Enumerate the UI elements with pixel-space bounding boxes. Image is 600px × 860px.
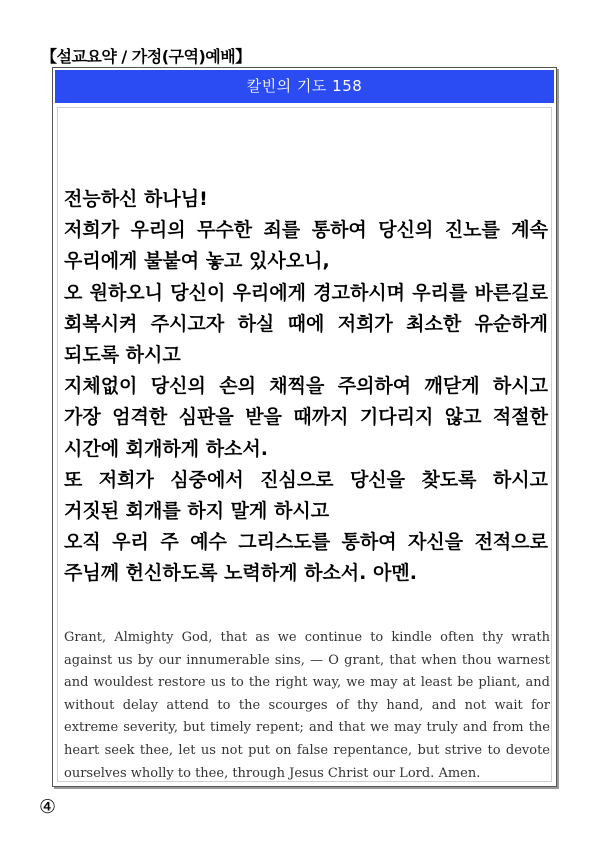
korean-prayer-line: 오직 우리 주 예수 그리스도를 통하여 자신을 전적으로 주님께 헌신하도록 노력하게 하소서. 아멘. <box>64 531 548 585</box>
korean-prayer-line: 지체없이 당신의 손의 채찍을 주의하여 깨닫게 하시고 가장 엄격한 심판을 받을 때까지 기다리지 않고 적절한 시간에 회개하게 하소서. <box>64 375 548 460</box>
page-number: ④ <box>39 796 57 818</box>
english-prayer-text: Grant, Almighty God, that as we continue to kindle often thy wrath against us by our innumerable sins, — O grant, that when thou warnest and wouldest restore us to the right way, we may at least be pliant, and without delay attend to the scourges of thy hand, and not wait for extreme severity, but timely repent; and that we may truly and from the heart seek thee, let us not put on false repentance, but strive to devote ourselves wholly to thee, through Jesus Christ our Lord. Amen. <box>64 630 550 781</box>
prayer-frame <box>52 67 557 787</box>
korean-prayer-line: 저희가 우리의 무수한 죄를 통하여 당신의 진노를 계속 우리에게 불붙여 놓고 있사오니, <box>64 219 548 273</box>
korean-prayer-line: 오 원하오니 당신이 우리에게 경고하시며 우리를 바른길로 회복시켜 주시고자 하실 때에 저희가 최소한 유순하게 되도록 하시고 <box>64 281 548 367</box>
prayer-content-box <box>57 107 552 782</box>
korean-prayer-line: 또 저희가 심중에서 진심으로 당신을 찾도록 하시고 거짓된 회개를 하지 말게 하시고 <box>64 468 548 523</box>
korean-prayer-text <box>64 184 548 590</box>
section-header-label: 【설교요약 / 가정(구역)예배】 <box>41 47 251 66</box>
korean-prayer-line: 전능하신 하나님! <box>64 188 208 210</box>
prayer-title-bar: 칼빈의 기도 158 <box>55 70 554 103</box>
